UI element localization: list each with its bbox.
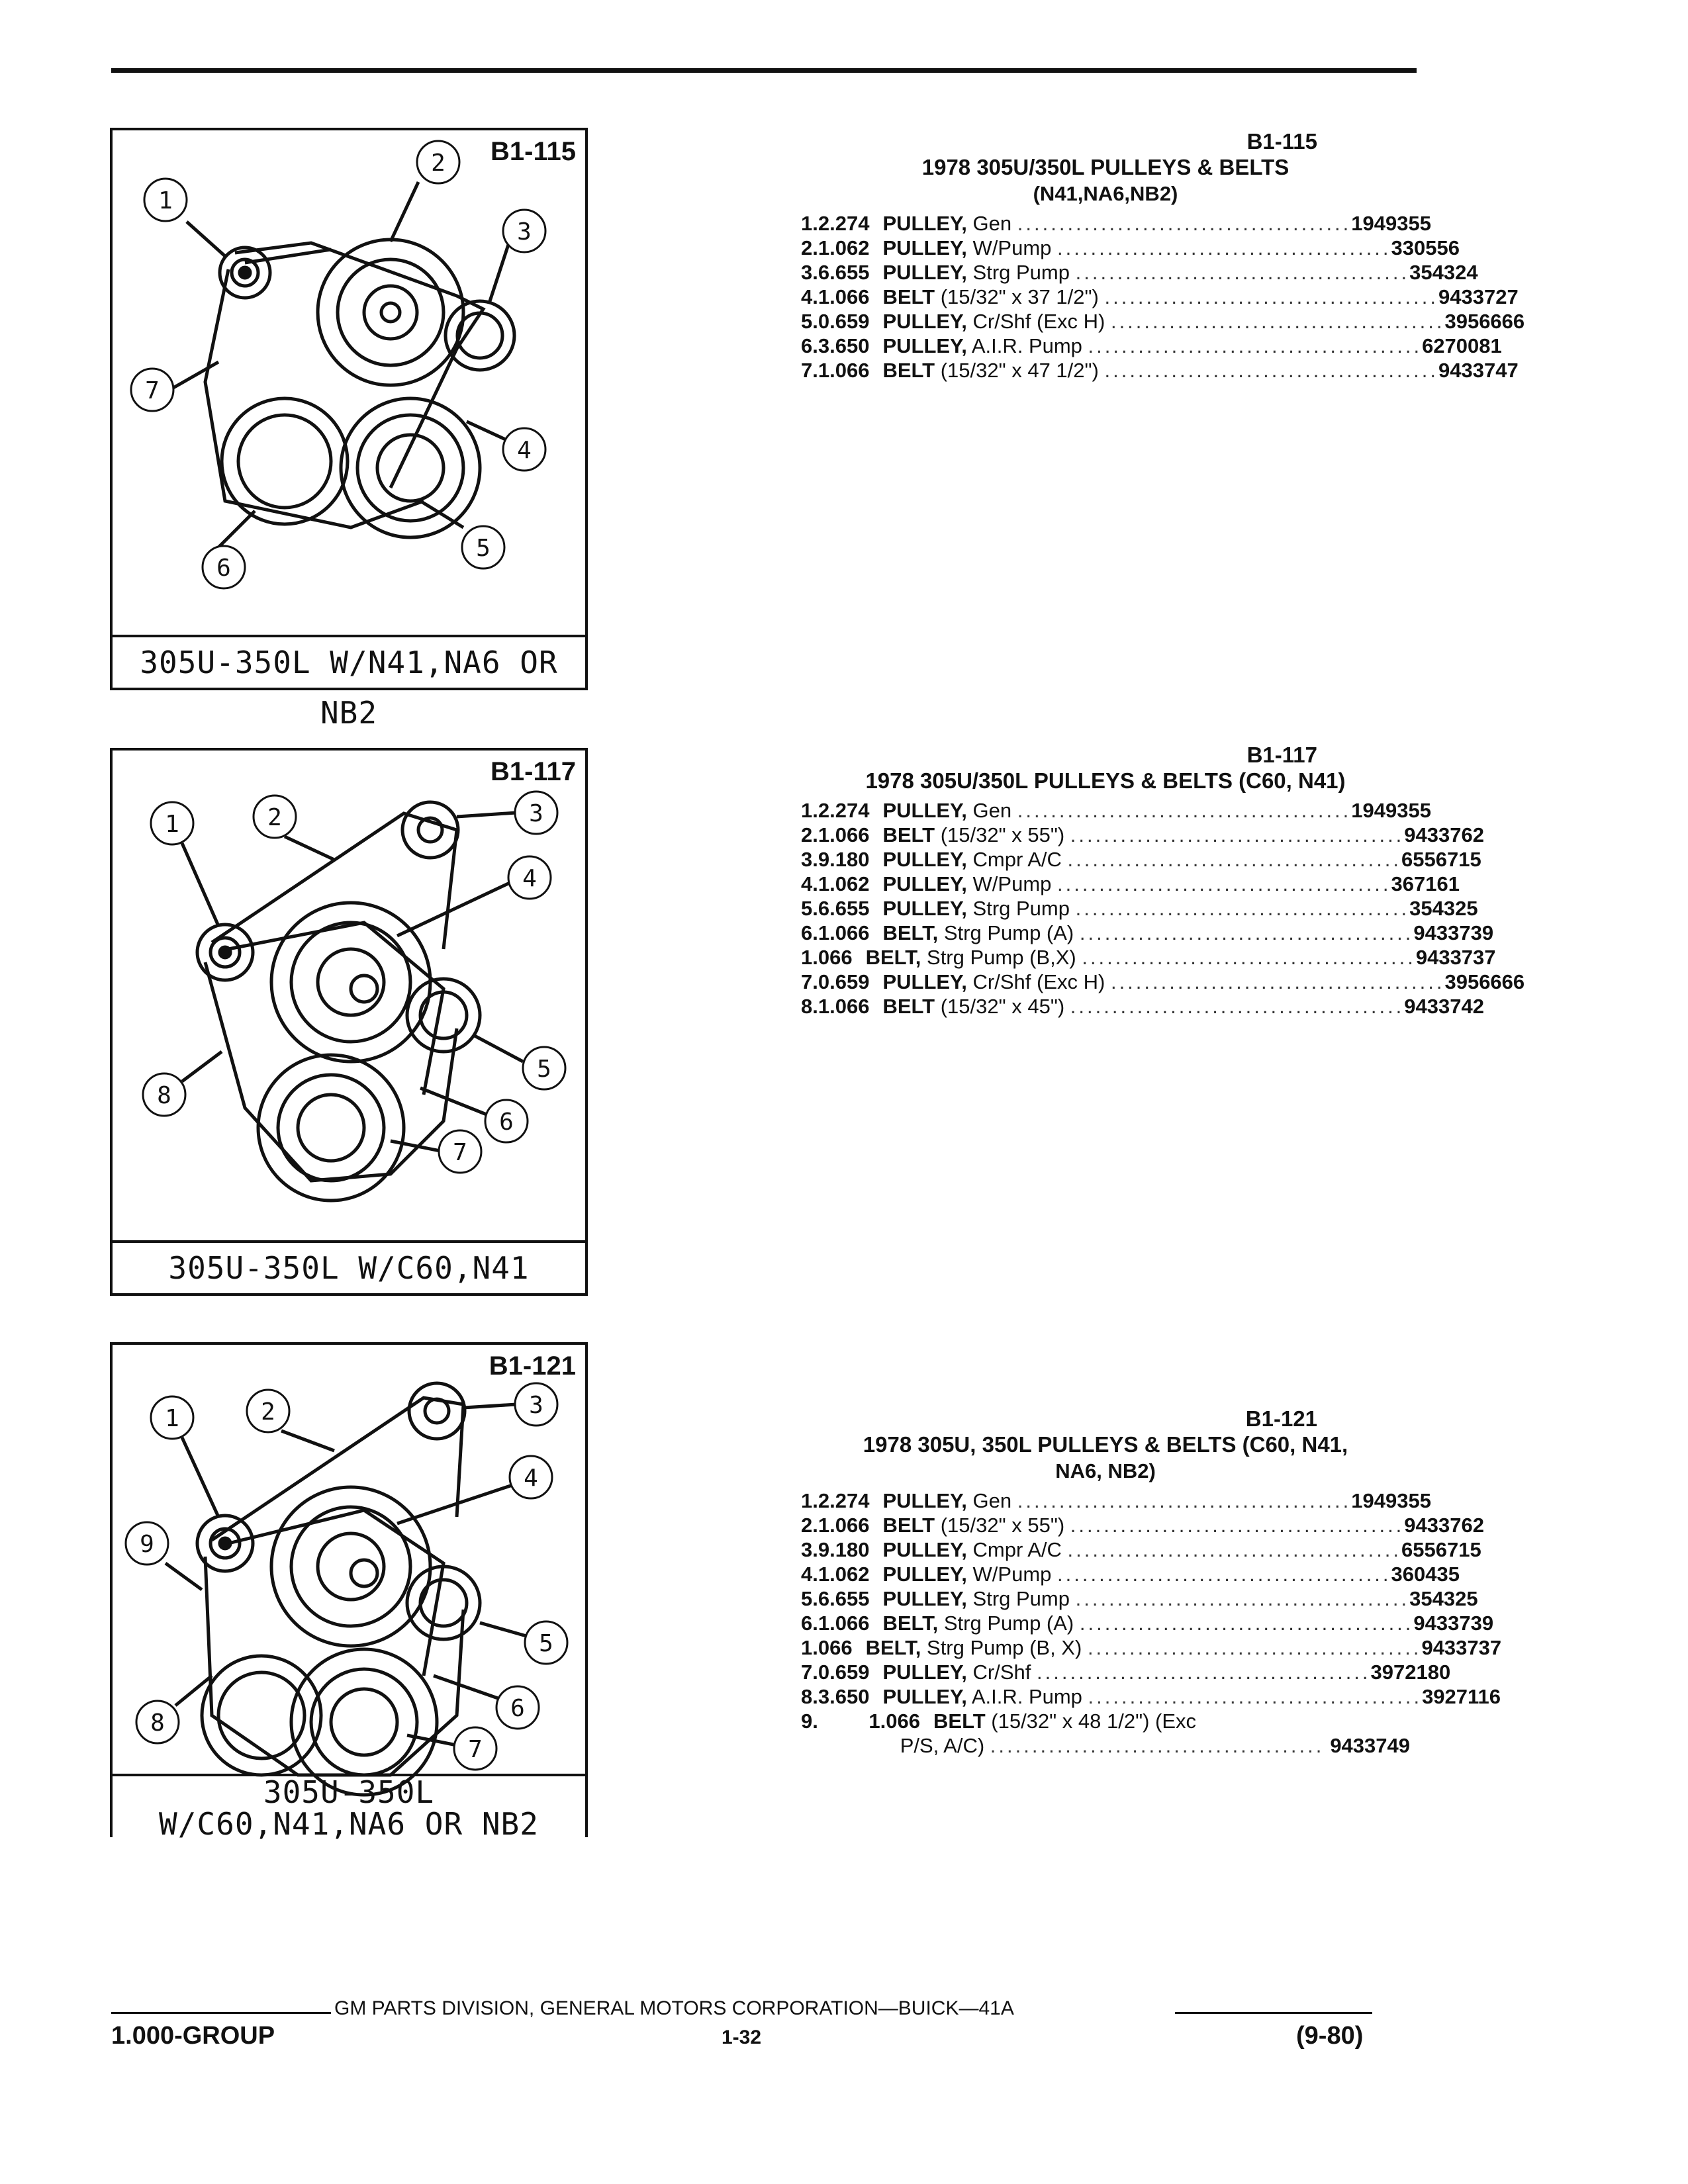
item-detail: Strg Pump (A) xyxy=(943,1612,1074,1635)
item-type: PULLEY, xyxy=(882,1587,967,1610)
part-number: 3972180 xyxy=(1370,1661,1451,1684)
item-description xyxy=(882,211,1351,236)
item-quantity: 9.180 xyxy=(818,848,870,871)
item-description xyxy=(882,994,1404,1019)
part-number: 9433739 xyxy=(1413,1612,1494,1635)
item-type: BELT xyxy=(882,1514,935,1537)
item-quantity: 1.062 xyxy=(818,872,870,895)
item-quantity: 0.659 xyxy=(818,310,870,333)
part-row xyxy=(801,358,1519,383)
part-row xyxy=(801,1513,1484,1537)
item-type: PULLEY, xyxy=(882,261,967,284)
item-type: PULLEY, xyxy=(882,212,967,235)
item-detail: Strg Pump xyxy=(972,261,1070,284)
item-quantity: 1.066 xyxy=(818,359,870,382)
pulley-diagram-1 xyxy=(113,130,585,688)
item-number: 4. xyxy=(801,872,818,895)
item-number: 4. xyxy=(801,1563,818,1586)
leader-dots: ........................................ xyxy=(1104,359,1438,382)
parts-section-b1-115 xyxy=(801,129,1525,383)
svg-text:5: 5 xyxy=(539,1630,553,1657)
svg-text:5: 5 xyxy=(537,1056,551,1083)
part-row xyxy=(801,334,1502,358)
leader-dots: ........................................ xyxy=(1037,1661,1371,1684)
item-detail: P/S, A/C) xyxy=(900,1734,985,1757)
item-quantity: 6.655 xyxy=(818,261,870,284)
figure-caption: 305U-350L W/C60,N41 xyxy=(113,1240,585,1293)
part-number: 9433749 xyxy=(1330,1734,1410,1757)
item-type: BELT, xyxy=(882,921,939,944)
figure-b1-121 xyxy=(110,1342,588,1842)
leader-dots: ........................................ xyxy=(1087,1636,1422,1659)
section-code: B1-117 xyxy=(1246,743,1317,767)
item-description xyxy=(882,285,1438,309)
part-number: 9433739 xyxy=(1413,921,1494,944)
section-code: B1-121 xyxy=(1245,1406,1317,1431)
part-number: 367161 xyxy=(1391,872,1460,895)
svg-text:3: 3 xyxy=(517,218,532,246)
item-description xyxy=(933,1709,1291,1733)
item-detail: Cr/Shf (Exc H) xyxy=(972,970,1105,993)
leader-dots: ........................................ xyxy=(1070,823,1405,846)
footer-rule-left xyxy=(111,2012,331,2014)
item-description xyxy=(882,847,1401,872)
parts-section-b1-117 xyxy=(801,743,1525,1019)
item-detail: Strg Pump (A) xyxy=(943,921,1074,944)
part-row xyxy=(801,921,1494,945)
revision-date: (9-80) xyxy=(1296,2022,1364,2050)
item-quantity: 6.655 xyxy=(818,897,870,920)
item-number: 6. xyxy=(801,921,818,944)
item-description xyxy=(882,1562,1391,1586)
part-row xyxy=(801,1709,1410,1733)
figure-caption-line1: 305U-350L xyxy=(263,1774,435,1810)
svg-text:6: 6 xyxy=(510,1695,525,1722)
item-description xyxy=(882,358,1438,383)
item-description xyxy=(882,236,1391,260)
svg-text:2: 2 xyxy=(261,1398,275,1426)
item-number: 3. xyxy=(801,1538,818,1561)
leader-dots: ........................................ xyxy=(1075,1587,1410,1610)
item-description xyxy=(882,334,1422,358)
leader-dots: ........................................ xyxy=(1017,212,1352,235)
item-type: PULLEY, xyxy=(882,1489,967,1512)
part-number: 9433737 xyxy=(1421,1636,1502,1659)
item-quantity: 1.062 xyxy=(818,1563,870,1586)
item-quantity: 2.274 xyxy=(818,799,870,822)
svg-text:1: 1 xyxy=(165,1405,179,1432)
item-number: 5. xyxy=(801,310,818,333)
item-description xyxy=(866,1635,1422,1660)
item-description xyxy=(882,1513,1404,1537)
part-number: 3956666 xyxy=(1444,310,1525,333)
item-description xyxy=(882,1611,1413,1635)
item-type: PULLEY, xyxy=(882,897,967,920)
item-quantity: 1.066 xyxy=(818,823,870,846)
item-type: BELT xyxy=(882,359,935,382)
section-code: B1-115 xyxy=(1246,129,1317,154)
part-number: 9433727 xyxy=(1438,285,1519,308)
part-number: 9433737 xyxy=(1415,946,1496,969)
parts-list xyxy=(801,211,1525,383)
item-number: 6. xyxy=(801,1612,818,1635)
item-detail: Strg Pump xyxy=(972,897,1070,920)
part-row xyxy=(801,1488,1431,1513)
item-quantity: 0.659 xyxy=(818,1661,870,1684)
item-detail: (15/32" x 55") xyxy=(940,1514,1065,1537)
item-detail: Strg Pump (B,X) xyxy=(927,946,1076,969)
part-number: 354325 xyxy=(1409,1587,1478,1610)
item-quantity: 1.066 xyxy=(868,1709,920,1733)
top-rule xyxy=(111,68,1417,73)
item-quantity: 3.650 xyxy=(818,1685,870,1708)
item-number: 9. xyxy=(801,1709,818,1733)
part-row xyxy=(801,798,1431,823)
item-number: 2. xyxy=(801,1514,818,1537)
parts-list xyxy=(801,798,1525,1019)
parts-section-b1-121 xyxy=(801,1406,1502,1758)
part-number: 6556715 xyxy=(1401,848,1481,871)
part-number: 9433762 xyxy=(1404,823,1484,846)
item-quantity: 0.659 xyxy=(818,970,870,993)
leader-dots: ........................................ xyxy=(1057,1563,1391,1586)
item-quantity: 1.066 xyxy=(818,285,870,308)
item-description xyxy=(882,896,1409,921)
item-quantity: 1.066 xyxy=(818,995,870,1018)
svg-text:2: 2 xyxy=(431,150,445,177)
item-number: 8. xyxy=(801,995,818,1018)
item-description xyxy=(882,823,1404,847)
section-title: 1978 305U, 350L PULLEYS & BELTS (C60, N41, xyxy=(863,1432,1348,1457)
leader-dots: ........................................ xyxy=(1075,897,1410,920)
item-detail: Strg Pump xyxy=(972,1587,1070,1610)
page-number: 1-32 xyxy=(722,2026,762,2048)
item-detail: A.I.R. Pump xyxy=(971,334,1082,357)
leader-dots: ........................................ xyxy=(1070,995,1405,1018)
part-number: 354325 xyxy=(1409,897,1478,920)
leader-dots: ........................................ xyxy=(1104,285,1438,308)
part-row xyxy=(801,1684,1501,1709)
item-description xyxy=(882,309,1444,334)
item-quantity: 1.066 xyxy=(818,921,870,944)
leader-dots: ........................................ xyxy=(1075,261,1410,284)
item-type: PULLEY, xyxy=(882,1685,967,1708)
item-detail: (15/32" x 45") xyxy=(940,995,1065,1018)
leader-dots: ........................................ xyxy=(1067,1538,1402,1561)
item-detail: W/Pump xyxy=(972,236,1052,259)
part-number: 6270081 xyxy=(1422,334,1502,357)
item-description xyxy=(882,1684,1422,1709)
parts-list xyxy=(801,1488,1502,1758)
svg-text:2: 2 xyxy=(267,804,282,831)
figure-id: B1-121 xyxy=(489,1351,576,1381)
item-detail: Gen xyxy=(972,799,1012,822)
item-type: BELT xyxy=(933,1709,986,1733)
part-row xyxy=(801,1660,1451,1684)
part-row xyxy=(801,1611,1494,1635)
figure-caption: 305U-350L W/N41,NA6 OR NB2 xyxy=(113,635,585,688)
part-number: 354324 xyxy=(1409,261,1478,284)
leader-dots: ........................................ xyxy=(1017,799,1352,822)
item-description xyxy=(882,872,1391,896)
item-type: BELT xyxy=(882,995,935,1018)
part-row xyxy=(801,847,1481,872)
footer-group: 1.000-GROUP xyxy=(111,2022,275,2050)
leader-dots: ........................................ xyxy=(1082,946,1416,969)
leader-dots: ........................................ xyxy=(1079,921,1414,944)
item-description xyxy=(882,260,1409,285)
svg-text:8: 8 xyxy=(150,1709,165,1737)
svg-text:6: 6 xyxy=(499,1109,514,1136)
item-type: BELT, xyxy=(865,946,921,969)
svg-text:7: 7 xyxy=(453,1139,467,1166)
svg-text:3: 3 xyxy=(529,1392,543,1419)
part-row xyxy=(801,1635,1502,1660)
section-subtitle: NA6, NB2) xyxy=(1055,1459,1156,1482)
leader-dots: ........................................ xyxy=(1088,334,1423,357)
item-number: 4. xyxy=(801,285,818,308)
footer-publisher: GM PARTS DIVISION, GENERAL MOTORS CORPORATION—BUICK—41A xyxy=(334,1997,1014,2019)
item-quantity: 9.180 xyxy=(818,1538,870,1561)
section-title: 1978 305U/350L PULLEYS & BELTS (C60, N41) xyxy=(865,768,1346,793)
item-description xyxy=(882,1660,1370,1684)
item-quantity: 1.062 xyxy=(818,236,870,259)
part-number: 1949355 xyxy=(1351,799,1431,822)
item-number: 6. xyxy=(801,334,818,357)
item-type: PULLEY, xyxy=(882,334,967,357)
footer-rule-right xyxy=(1175,2012,1372,2014)
part-number: 1949355 xyxy=(1351,212,1431,235)
part-row xyxy=(801,1586,1478,1611)
part-row xyxy=(801,994,1484,1019)
part-row xyxy=(801,1537,1481,1562)
item-type: PULLEY, xyxy=(882,799,967,822)
item-detail: (15/32" x 37 1/2") xyxy=(940,285,1099,308)
item-description xyxy=(882,1537,1401,1562)
svg-text:7: 7 xyxy=(468,1736,483,1763)
item-description xyxy=(882,798,1351,823)
item-detail: Cr/Shf (Exc H) xyxy=(972,310,1105,333)
svg-text:7: 7 xyxy=(145,377,160,404)
part-row xyxy=(801,970,1525,994)
item-number: 1. xyxy=(801,212,818,235)
item-detail: Cmpr A/C xyxy=(972,1538,1062,1561)
part-row xyxy=(801,823,1484,847)
item-type: PULLEY, xyxy=(882,236,967,259)
item-type: BELT xyxy=(882,285,935,308)
item-quantity: 6.655 xyxy=(818,1587,870,1610)
part-row xyxy=(801,1562,1460,1586)
part-number: 3956666 xyxy=(1444,970,1525,993)
item-type: PULLEY, xyxy=(882,1563,967,1586)
item-detail: Cr/Shf xyxy=(972,1661,1031,1684)
item-detail: Gen xyxy=(972,1489,1012,1512)
leader-dots: ........................................ xyxy=(1057,236,1391,259)
item-type: PULLEY, xyxy=(882,970,967,993)
leader-dots: ........................................ xyxy=(1067,848,1402,871)
figure-b1-115 xyxy=(110,128,588,731)
item-number: 3. xyxy=(801,261,818,284)
item-quantity: 3.650 xyxy=(818,334,870,357)
item-quantity: 2.274 xyxy=(818,212,870,235)
part-number: 330556 xyxy=(1391,236,1460,259)
item-detail: Gen xyxy=(972,212,1012,235)
item-detail: Cmpr A/C xyxy=(972,848,1062,871)
part-row xyxy=(801,872,1460,896)
item-type: BELT, xyxy=(882,1612,939,1635)
item-number: 7. xyxy=(801,1661,818,1684)
item-type: PULLEY, xyxy=(882,872,967,895)
leader-dots: ........................................ xyxy=(1017,1489,1352,1512)
section-subtitle: (N41,NA6,NB2) xyxy=(1033,182,1178,205)
item-detail: (15/32" x 48 1/2") (Exc xyxy=(991,1709,1197,1733)
svg-text:9: 9 xyxy=(140,1531,154,1558)
item-number: 7. xyxy=(801,359,818,382)
figure-b1-117 xyxy=(110,748,588,1296)
item-detail: A.I.R. Pump xyxy=(971,1685,1082,1708)
svg-text:5: 5 xyxy=(476,535,491,562)
svg-text:6: 6 xyxy=(216,555,231,582)
leader-dots: ........................................ xyxy=(1110,970,1445,993)
figure-id: B1-115 xyxy=(491,137,576,166)
svg-text:4: 4 xyxy=(517,437,532,464)
item-type: PULLEY, xyxy=(882,1661,967,1684)
item-type: BELT, xyxy=(865,1636,921,1659)
part-row xyxy=(801,211,1431,236)
item-quantity: 1.066 xyxy=(801,1636,853,1659)
item-description xyxy=(900,1733,1325,1758)
part-row xyxy=(801,945,1496,970)
part-row xyxy=(801,260,1478,285)
item-detail: (15/32" x 47 1/2") xyxy=(940,359,1099,382)
item-type: PULLEY, xyxy=(882,1538,967,1561)
svg-text:1: 1 xyxy=(165,811,179,838)
item-description xyxy=(882,970,1444,994)
leader-dots: ........................................ xyxy=(990,1734,1325,1757)
part-number: 1949355 xyxy=(1351,1489,1431,1512)
item-number: 8. xyxy=(801,1685,818,1708)
figure-id: B1-117 xyxy=(491,757,576,786)
item-number: 2. xyxy=(801,823,818,846)
item-description xyxy=(882,1586,1409,1611)
item-detail: W/Pump xyxy=(972,1563,1052,1586)
item-number: 3. xyxy=(801,848,818,871)
item-number: 5. xyxy=(801,1587,818,1610)
item-type: BELT xyxy=(882,823,935,846)
item-description xyxy=(882,1488,1351,1513)
item-number: 2. xyxy=(801,236,818,259)
part-row xyxy=(801,896,1478,921)
item-detail: (15/32" x 55") xyxy=(940,823,1065,846)
item-type: PULLEY, xyxy=(882,310,967,333)
leader-dots: ........................................ xyxy=(1088,1685,1423,1708)
pulley-diagram-3 xyxy=(113,1345,585,1837)
part-number: 3927116 xyxy=(1422,1685,1501,1708)
item-number: 5. xyxy=(801,897,818,920)
item-description xyxy=(882,921,1413,945)
item-type: PULLEY, xyxy=(882,848,967,871)
leader-dots: ........................................ xyxy=(1070,1514,1405,1537)
item-quantity: 1.066 xyxy=(818,1612,870,1635)
leader-dots: ........................................ xyxy=(1079,1612,1414,1635)
part-number: 9433742 xyxy=(1404,995,1484,1018)
svg-text:3: 3 xyxy=(529,800,543,827)
svg-text:1: 1 xyxy=(158,187,173,214)
item-quantity: 1.066 xyxy=(818,1514,870,1537)
item-number: 7. xyxy=(801,970,818,993)
item-quantity: 1.066 xyxy=(801,946,853,969)
part-row xyxy=(801,236,1460,260)
item-description xyxy=(866,945,1416,970)
part-number: 6556715 xyxy=(1401,1538,1481,1561)
part-row xyxy=(801,1733,1410,1758)
svg-text:8: 8 xyxy=(157,1082,171,1109)
part-row xyxy=(801,309,1525,334)
item-quantity: 2.274 xyxy=(818,1489,870,1512)
part-number: 9433747 xyxy=(1438,359,1519,382)
pulley-diagram-2 xyxy=(113,751,585,1293)
section-title: 1978 305U/350L PULLEYS & BELTS xyxy=(921,155,1289,179)
figure-caption xyxy=(113,1774,585,1840)
leader-dots: ........................................ xyxy=(1110,310,1445,333)
leader-dots: ........................................ xyxy=(1057,872,1391,895)
item-number: 1. xyxy=(801,799,818,822)
item-detail: W/Pump xyxy=(972,872,1052,895)
part-number: 360435 xyxy=(1391,1563,1460,1586)
svg-text:4: 4 xyxy=(522,865,537,892)
svg-text:4: 4 xyxy=(524,1465,538,1492)
figure-caption-line2: W/C60,N41,NA6 OR NB2 xyxy=(159,1806,539,1842)
item-detail: Strg Pump (B, X) xyxy=(927,1636,1082,1659)
part-number: 9433762 xyxy=(1404,1514,1484,1537)
part-row xyxy=(801,285,1519,309)
item-number: 1. xyxy=(801,1489,818,1512)
